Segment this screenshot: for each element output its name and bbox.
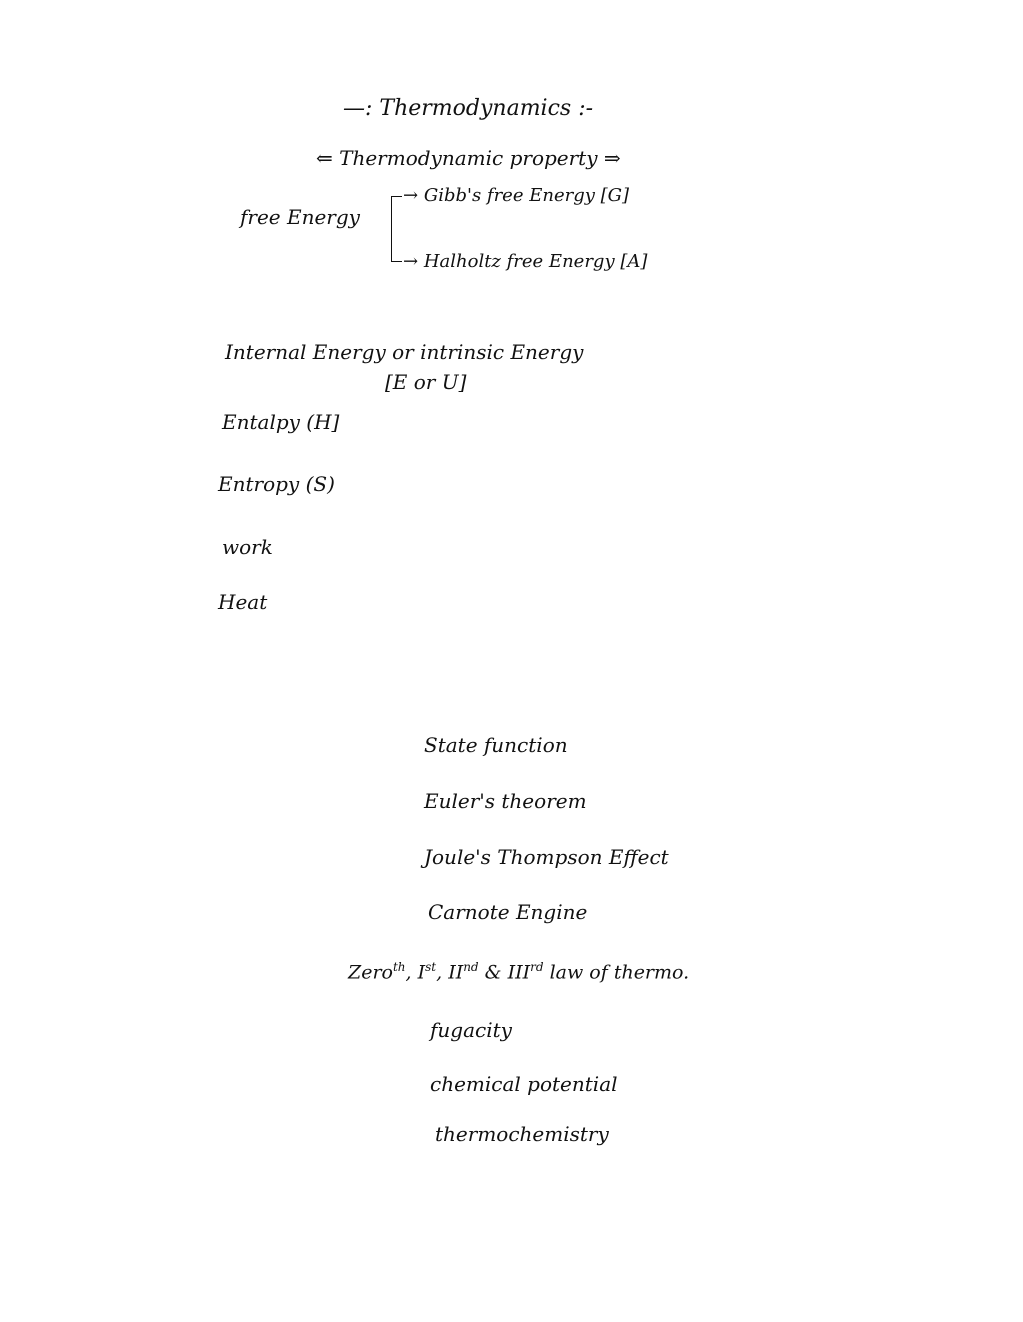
entropy: Entropy (S) — [218, 472, 335, 496]
laws-sup: st — [425, 960, 437, 974]
laws-text: , I — [405, 961, 426, 984]
subtitle: Thermodynamic property — [339, 146, 598, 170]
gibbs-label: Gibb's free Energy [G] — [423, 185, 630, 206]
enthalpy: Entalpy (H] — [222, 410, 340, 434]
laws-sup: nd — [463, 960, 479, 974]
helmholtz-free-energy — [403, 250, 647, 274]
laws-text: Zero — [348, 961, 393, 984]
bracket-shape — [391, 196, 402, 262]
branch-arrow-icon: → — [403, 185, 419, 206]
branch-arrow-icon: → — [403, 251, 419, 272]
free-energy-label: free Energy — [240, 205, 360, 229]
fugacity: fugacity — [430, 1018, 512, 1042]
thermochemistry: thermochemistry — [435, 1122, 609, 1146]
gibbs-free-energy — [403, 184, 629, 208]
heat: Heat — [218, 590, 268, 614]
internal-energy-symbol: [E or U] — [385, 370, 467, 394]
chemical-potential: chemical potential — [430, 1072, 618, 1096]
joule-thompson-effect: Joule's Thompson Effect — [424, 845, 669, 869]
laws-sup: th — [392, 960, 406, 974]
laws-text: , II — [436, 961, 464, 984]
internal-energy: Internal Energy or intrinsic Energy — [225, 340, 584, 364]
laws-text: & III — [478, 961, 531, 984]
carnot-engine: Carnote Engine — [428, 900, 588, 924]
page-title: —: Thermodynamics :- — [343, 96, 594, 121]
double-right-arrow-icon: ⇒ — [603, 146, 621, 170]
laws-of-thermodynamics — [348, 955, 689, 984]
state-function: State function — [424, 733, 568, 757]
helmholtz-label: Halholtz free Energy [A] — [423, 251, 648, 272]
double-left-arrow-icon: ⇐ — [316, 146, 333, 170]
laws-sup: rd — [530, 960, 544, 974]
laws-text: law of thermo. — [543, 961, 690, 984]
work: work — [222, 535, 273, 559]
eulers-theorem: Euler's theorem — [424, 789, 587, 813]
subtitle-row — [316, 146, 621, 170]
